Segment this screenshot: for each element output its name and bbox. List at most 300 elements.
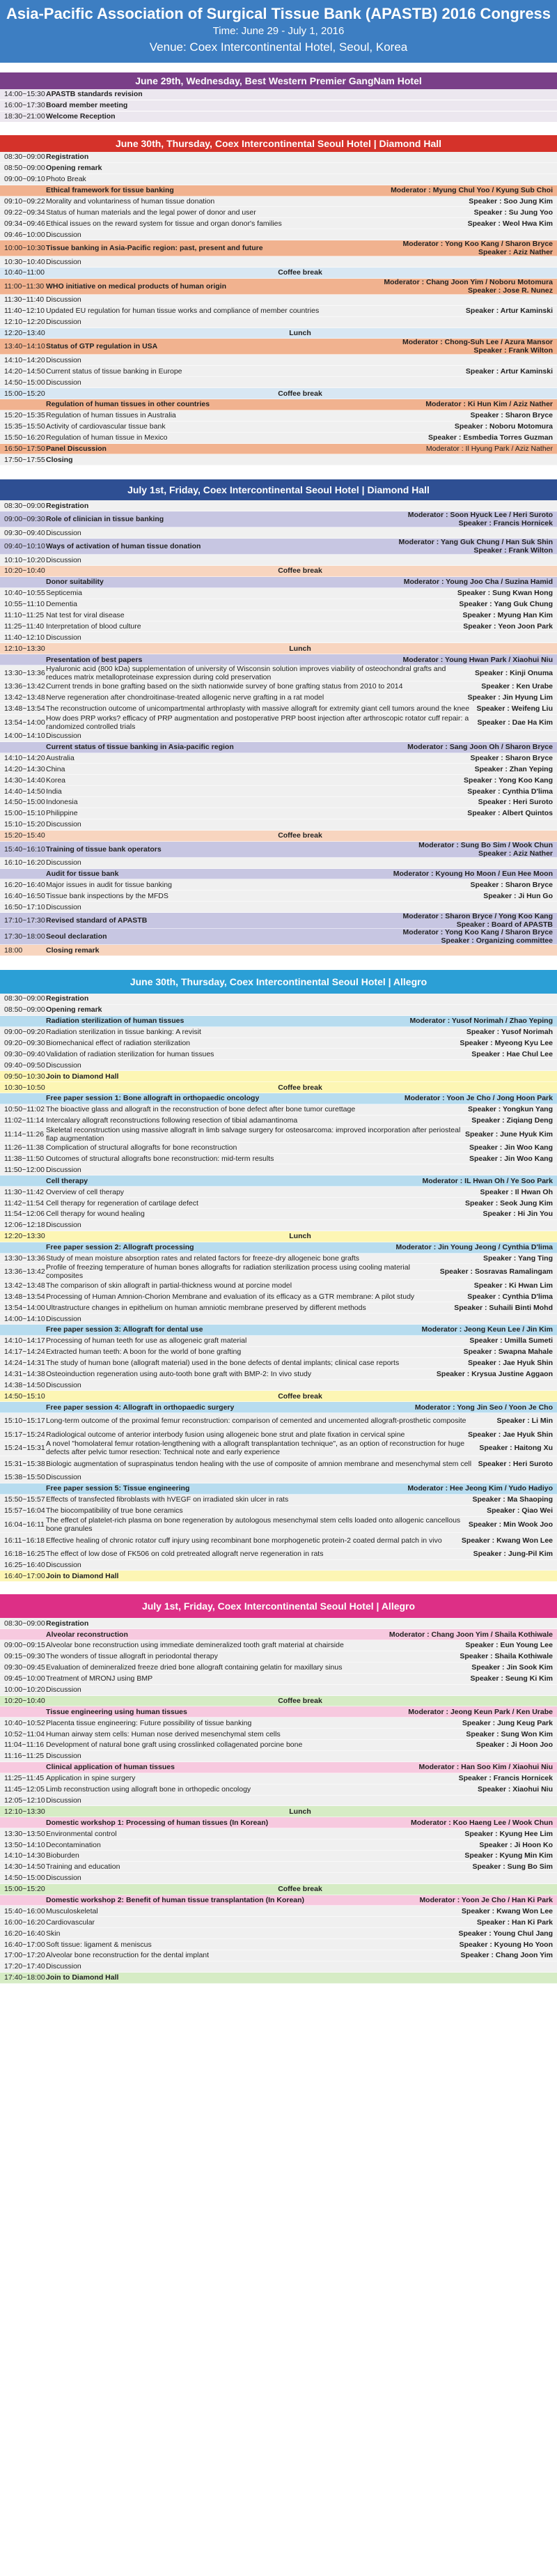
row-title: Discussion	[46, 295, 81, 304]
row-people	[472, 1862, 557, 1871]
speaker-line: Speaker : Jin Woo Kang	[469, 1143, 553, 1152]
row-people	[464, 1830, 557, 1838]
row-title: Placenta tissue engineering: Future possibility of tissue banking	[46, 1718, 252, 1727]
row-time: 10:00~10:30	[4, 244, 45, 253]
row-title: Coffee break	[278, 1391, 322, 1401]
moderator-line: Moderator : Yoon Je Cho / Jong Hoon Park	[404, 1094, 553, 1103]
row-time: 15:31~15:38	[4, 1460, 45, 1469]
row-time: 11:10~11:25	[4, 611, 45, 620]
moderator-line: Moderator : Chang Joon Yim / Shaila Kothiwale	[389, 1630, 553, 1639]
row-title: Discussion	[46, 1874, 81, 1883]
speaker-line: Speaker : Cynthia D'lima	[467, 1292, 553, 1301]
program-row	[0, 218, 557, 229]
row-title: Free paper session 3: Allograft for dental use	[46, 1325, 203, 1334]
row-title: Cardiovascular	[46, 1918, 95, 1927]
row-title: Audit for tissue bank	[46, 869, 119, 878]
row-title: Discussion	[46, 1061, 81, 1070]
program-row	[0, 1264, 557, 1280]
row-people	[409, 1017, 557, 1025]
session-row	[0, 511, 557, 527]
row-people	[460, 1941, 557, 1949]
program-row	[0, 152, 557, 163]
row-time: 16:18~16:25	[4, 1550, 45, 1559]
speaker-line: Speaker : Artur Kaminski	[465, 307, 553, 316]
moderator-line: Moderator : Sharon Bryce / Yong Koo Kang	[402, 913, 553, 921]
row-title: Complication of structural allografts for bone reconstruction	[46, 1143, 237, 1152]
row-title: Coffee break	[278, 389, 322, 398]
program-row	[0, 317, 557, 328]
row-time: 17:40~18:00	[4, 1973, 45, 1982]
row-title: Treatment of MRONJ using BMP	[46, 1674, 153, 1683]
program-row	[0, 1429, 557, 1440]
row-title: Skin	[46, 1929, 61, 1938]
speaker-line: Speaker : Yang Guk Chung	[459, 600, 553, 609]
row-people	[468, 1430, 557, 1439]
speaker-line: Speaker : Myeong Kyu Lee	[460, 1038, 553, 1047]
row-people	[407, 743, 557, 751]
speaker-line: Speaker : Su Jung Yoo	[473, 208, 553, 217]
row-title: Biomechanical effect of radiation sterilization	[46, 1038, 191, 1047]
row-time: 09:00~09:20	[4, 1028, 45, 1037]
program-row	[0, 1254, 557, 1265]
speaker-line: Speaker : Suhaili Binti Mohd	[454, 1303, 553, 1312]
row-title: Welcome Reception	[46, 112, 116, 121]
row-time: 11:00~11:30	[4, 281, 45, 291]
row-people	[468, 1105, 557, 1113]
session-row	[0, 240, 557, 256]
row-title: Registration	[46, 501, 89, 510]
row-time: 14:31~14:38	[4, 1370, 45, 1378]
row-people	[474, 208, 557, 217]
row-title: Radiation sterilization of human tissues	[46, 1017, 185, 1026]
moderator-line: Moderator : Yusof Norimah / Zhao Yeping	[409, 1017, 553, 1026]
program-row	[0, 1313, 557, 1325]
program-row	[0, 1640, 557, 1651]
row-people	[469, 1155, 557, 1163]
row-title: Regulation of human tissues in other countries	[46, 400, 210, 409]
row-title: Ultrastructure changes in epithelium on human amniotic membrane preserved by different methods	[46, 1303, 366, 1312]
row-title: Free paper session 4: Allograft in orthopaedic surgery	[46, 1403, 235, 1412]
row-time: 11:40~12:10	[4, 307, 45, 316]
program-row	[0, 681, 557, 693]
row-time: 16:25~16:40	[4, 1560, 45, 1569]
program-row	[0, 163, 557, 174]
row-people	[476, 1741, 557, 1749]
speaker-line: Speaker : Soo Jung Kim	[469, 196, 553, 206]
row-people	[478, 1460, 557, 1468]
row-title: Regulation of human tissue in Mexico	[46, 433, 168, 442]
program-row	[0, 444, 557, 455]
row-time: 11:30~11:40	[4, 295, 45, 304]
session-row	[0, 1629, 557, 1640]
program-row	[0, 1440, 557, 1456]
row-time: 17:30~18:00	[4, 932, 45, 941]
moderator-line: Moderator : Chong-Suh Lee / Azura Mansor	[402, 339, 553, 347]
row-title: Role of clinician in tissue banking	[46, 515, 164, 524]
program-row	[0, 1358, 557, 1369]
speaker-line: Speaker : Krysua Justine Aggaon	[436, 1370, 553, 1378]
row-time: 12:10~13:30	[4, 644, 45, 653]
row-time: 11:30~11:42	[4, 1187, 45, 1196]
row-title: Join to Diamond Hall	[46, 1571, 119, 1580]
row-title: Skeletal reconstruction using massive allograft in limb salvage surgery for osteosarcoma: improved incorporation after periosteal flap augmentation	[46, 1126, 461, 1143]
schedule-section	[0, 970, 557, 1582]
row-time: 13:30~13:36	[4, 669, 45, 678]
row-title: The comparison of skin allograft in partial-thickness wound at porcine model	[46, 1281, 292, 1290]
row-time: 15:38~15:50	[4, 1473, 45, 1482]
program-row	[0, 89, 557, 100]
speaker-line: Speaker : Sung Kwan Hong	[457, 589, 553, 598]
row-time: 09:00~09:15	[4, 1641, 45, 1650]
row-time: 14:10~14:17	[4, 1336, 45, 1345]
program-row	[0, 1560, 557, 1571]
row-title: Intercalary allograft reconstructions following resection of tibial adamantinoma	[46, 1116, 298, 1125]
row-title: Registration	[46, 1619, 89, 1628]
session-row	[0, 1483, 557, 1495]
program-row	[0, 1143, 557, 1154]
session-row	[0, 654, 557, 665]
row-people	[471, 1674, 557, 1683]
row-time: 12:05~12:10	[4, 1796, 45, 1805]
row-title: Training of tissue bank operators	[46, 844, 162, 854]
row-time: 12:06~12:18	[4, 1221, 45, 1230]
row-people	[458, 1929, 557, 1938]
row-time: 15:57~16:04	[4, 1506, 45, 1515]
section-gap	[0, 63, 557, 72]
row-time: 15:10~15:17	[4, 1417, 45, 1426]
moderator-line: Moderator : Yong Koo Kang / Sharon Bryce	[402, 240, 553, 249]
program-row	[0, 1973, 557, 1984]
program-row	[0, 555, 557, 566]
row-people	[395, 1243, 557, 1251]
speaker-line: Speaker : Yusof Norimah	[466, 1028, 553, 1037]
row-people	[471, 1050, 557, 1058]
schedule-section	[0, 479, 557, 956]
row-title: Registration	[46, 153, 89, 162]
moderator-line: Moderator : Yang Guk Chung / Han Suk Shin	[398, 539, 553, 547]
row-time: 17:50~17:55	[4, 455, 45, 464]
speaker-line: Speaker : Sharon Bryce	[470, 411, 553, 420]
row-time: 14:10~14:20	[4, 753, 45, 762]
row-title: Discussion	[46, 318, 81, 327]
session-row	[0, 1706, 557, 1718]
program-row	[0, 1209, 557, 1220]
speaker-line: Speaker : Organizing committee	[441, 936, 553, 946]
row-people	[469, 1336, 557, 1345]
program-row	[0, 1347, 557, 1358]
row-title: Korea	[46, 776, 66, 785]
row-people	[407, 1484, 557, 1493]
row-people	[468, 219, 557, 228]
speaker-line: Speaker : Sharon Bryce	[470, 880, 553, 889]
row-time: 14:50~15:10	[4, 1391, 45, 1401]
row-people	[462, 611, 557, 619]
row-people	[454, 1304, 557, 1312]
program-row	[0, 1495, 557, 1506]
row-people	[384, 279, 557, 295]
row-time: 12:20~13:40	[4, 328, 45, 337]
row-title: Ways of activation of human tissue donation	[46, 542, 201, 551]
break-row	[0, 268, 557, 279]
row-time: 13:48~13:54	[4, 704, 45, 714]
row-people	[393, 870, 557, 878]
row-people	[465, 1641, 557, 1649]
speaker-line: Speaker : Jin Sook Kim	[471, 1663, 553, 1672]
program-row	[0, 1685, 557, 1696]
row-people	[466, 1028, 557, 1036]
row-people	[402, 339, 557, 355]
program-row	[0, 1549, 557, 1560]
session-row	[0, 1093, 557, 1104]
speaker-line: Speaker : Qiao Wei	[487, 1506, 553, 1515]
row-title: Extracted human teeth: A boon for the world of bone grafting	[46, 1348, 242, 1357]
row-time: 17:00~17:20	[4, 1951, 45, 1960]
row-title: Biologic augmentation of supraspinatus tendon healing with the use of composite of amnion membrane and mesenchymal stem cell	[46, 1460, 472, 1469]
row-people	[471, 1116, 557, 1125]
break-row	[0, 388, 557, 399]
row-time: 14:50~15:00	[4, 378, 45, 387]
row-time: 14:10~14:20	[4, 355, 45, 364]
moderator-line: Moderator : Chang Joon Yim / Noboru Motomura	[384, 278, 553, 286]
speaker-line: Speaker : Yong Koo Kang	[464, 776, 553, 785]
program-row	[0, 229, 557, 240]
row-people	[464, 776, 557, 785]
row-title: Discussion	[46, 1221, 81, 1230]
row-time: 16:50~17:50	[4, 445, 45, 453]
row-people	[440, 1267, 557, 1276]
row-title: Discussion	[46, 820, 81, 829]
program-row	[0, 753, 557, 764]
row-title: Profile of freezing temperature of human bones allografts for radiation sterilization process using cooling material composites	[46, 1264, 410, 1281]
row-people	[457, 589, 557, 597]
row-time: 11:54~12:06	[4, 1210, 45, 1219]
row-people	[428, 433, 557, 442]
speaker-line: Speaker : Yeon Joon Park	[463, 622, 553, 631]
row-time: 09:40~10:10	[4, 542, 45, 551]
row-title: A novel "homolateral femur rotation-lengthening with a allograft transplantation technique", as an option of reconstruction for huge defects after pelvic tumor resection: Technical note and early experience	[46, 1440, 465, 1457]
row-title: How does PRP works? efficacy of PRP augmentation and postoperative PRP boost injection after arthroscopic rotator cuff repair: a randomized controlled trials	[46, 714, 469, 731]
row-people	[467, 809, 557, 817]
congress-time: Time: June 29 - July 1, 2016	[212, 25, 345, 37]
speaker-line: Speaker : Aziz Nather	[478, 849, 553, 858]
row-title: Indonesia	[46, 798, 78, 807]
row-time: 09:30~09:40	[4, 528, 45, 537]
speaker-line: Speaker : Weifeng Liu	[476, 704, 553, 714]
row-title: The reconstruction outcome of unicompartmental arthroplasty with massive allograft for extremity giant cell tumors around the knee	[46, 704, 470, 714]
row-time: 16:20~16:40	[4, 880, 45, 889]
row-title: Discussion	[46, 633, 81, 642]
program-row	[0, 1049, 557, 1060]
break-row	[0, 1231, 557, 1242]
row-time: 15:00~15:20	[4, 1885, 45, 1894]
row-people	[478, 798, 557, 806]
break-row	[0, 328, 557, 339]
row-time: 08:50~09:00	[4, 164, 45, 173]
row-title: Radiation sterilization in tissue banking: A revisit	[46, 1028, 201, 1037]
program-row	[0, 1773, 557, 1784]
session-row	[0, 539, 557, 555]
break-row	[0, 1082, 557, 1093]
row-people	[467, 787, 557, 796]
row-title: Alveolar bone reconstruction using immediate demineralized tooth graft material at chairside	[46, 1641, 344, 1650]
row-time: 10:20~10:40	[4, 566, 45, 576]
row-people	[418, 842, 557, 858]
row-title: Study of mean moisture absorption rates and related factors for freeze-dry allogeneic bone grafts	[46, 1254, 359, 1263]
moderator-line: Moderator : Jeong Keun Park / Ken Urabe	[408, 1707, 553, 1716]
speaker-line: Speaker : Jae Hyuk Shin	[468, 1359, 553, 1368]
row-time: 09:15~09:30	[4, 1652, 45, 1661]
row-time: 09:10~09:22	[4, 196, 45, 206]
row-title: Coffee break	[278, 268, 322, 277]
program-row	[0, 1751, 557, 1762]
row-time: 14:00~14:10	[4, 1314, 45, 1323]
row-title: Training and education	[46, 1862, 120, 1872]
program-row	[0, 994, 557, 1005]
row-title: Current status of tissue banking in Asia-pacific region	[46, 743, 234, 752]
speaker-line: Speaker : Ziqiang Deng	[471, 1116, 553, 1125]
row-time: 10:40~11:00	[4, 268, 45, 277]
program-row	[0, 256, 557, 268]
row-title: Discussion	[46, 257, 81, 266]
row-title: Validation of radiation sterilization for human tissues	[46, 1049, 214, 1058]
schedule-section	[0, 1594, 557, 1983]
row-title: Coffee break	[278, 566, 322, 576]
row-title: Opening remark	[46, 1005, 102, 1015]
program-row	[0, 1472, 557, 1483]
moderator-line: Moderator : Yong Koo Kang / Sharon Bryce	[402, 929, 553, 937]
row-time: 16:40~16:50	[4, 891, 45, 900]
section-title: June 30th, Thursday, Coex Intercontinental Seoul Hotel | Diamond Hall	[0, 135, 557, 152]
row-time: 18:30~21:00	[4, 112, 45, 121]
row-time: 09:40~09:50	[4, 1061, 45, 1070]
row-time: 14:10~14:30	[4, 1851, 45, 1860]
program-row	[0, 1651, 557, 1663]
session-row	[0, 1016, 557, 1027]
row-people	[462, 1536, 557, 1545]
row-title: Discussion	[46, 555, 81, 564]
row-people	[496, 1417, 557, 1425]
section-title: July 1st, Friday, Coex Intercontinental Seoul Hotel | Diamond Hall	[0, 479, 557, 500]
speaker-line: Speaker : Il Hwan Oh	[480, 1187, 553, 1196]
program-row	[0, 1187, 557, 1198]
row-title: The bioactive glass and allograft in the reconstruction of bone defect after bone tumor curettage	[46, 1105, 356, 1114]
break-row	[0, 945, 557, 956]
moderator-line: Moderator : Kyoung Ho Moon / Eun Hee Moon	[393, 869, 553, 878]
program-row	[0, 1005, 557, 1016]
row-time: 09:20~09:30	[4, 1038, 45, 1047]
speaker-line: Speaker : Kinji Onuma	[474, 669, 553, 678]
row-people	[415, 1403, 557, 1412]
row-title: Radiological outcome of anterior interbody fusion using allogeneic bone strut and plate fixation in cervical spine	[46, 1430, 405, 1439]
program-row	[0, 1280, 557, 1291]
speaker-line: Speaker : Chang Joon Yim	[460, 1951, 553, 1960]
row-title: Discussion	[46, 1796, 81, 1805]
speaker-line: Speaker : Kwang Won Lee	[461, 1536, 553, 1545]
row-title: Donor suitability	[46, 578, 104, 587]
program-row	[0, 1851, 557, 1862]
speaker-line: Speaker : Ken Urabe	[481, 682, 553, 691]
speaker-line: Speaker : Ma Shaoping	[472, 1495, 553, 1504]
speaker-line: Speaker : Eun Young Lee	[465, 1641, 553, 1650]
row-title: Updated EU regulation for human tissue works and compliance of member countries	[46, 307, 320, 316]
speaker-line: Speaker : Hi Jin You	[483, 1210, 553, 1219]
moderator-line: Moderator : Sung Bo Sim / Wook Chun	[418, 841, 553, 849]
program-row	[0, 306, 557, 317]
row-title: Major issues in audit for tissue banking	[46, 880, 172, 889]
row-title: Human airway stem cells: Human nose derived mesenchymal stem cells	[46, 1729, 281, 1738]
speaker-line: Speaker : Sung Won Kim	[466, 1729, 553, 1738]
row-time: 15:40~16:00	[4, 1906, 45, 1915]
schedule-section	[0, 135, 557, 465]
schedule-sections	[0, 63, 557, 1984]
row-time: 16:00~16:20	[4, 1918, 45, 1927]
speaker-line: Speaker : Weol Hwa Kim	[467, 219, 553, 228]
row-title: Osteoinduction regeneration using auto-tooth bone graft with BMP-2: In vivo study	[46, 1370, 312, 1378]
row-title: Dementia	[46, 600, 77, 609]
row-time: 14:30~14:50	[4, 1862, 45, 1872]
program-row	[0, 454, 557, 465]
row-people	[471, 754, 557, 762]
row-time: 17:10~17:30	[4, 916, 45, 925]
speaker-line: Speaker : Jung Keug Park	[462, 1718, 553, 1727]
row-time: 15:50~16:20	[4, 433, 45, 442]
moderator-line: Moderator : IL Hwan Oh / Ye Soo Park	[422, 1176, 553, 1185]
row-people	[403, 240, 557, 256]
row-title: Coffee break	[278, 1083, 322, 1092]
program-row	[0, 1154, 557, 1165]
row-people	[465, 1130, 557, 1139]
row-people	[475, 669, 557, 677]
session-row	[0, 742, 557, 753]
row-title: Photo Break	[46, 175, 86, 184]
speaker-line: Speaker : Noboru Motomura	[454, 422, 553, 431]
break-row	[0, 566, 557, 577]
row-title: Current status of tissue banking in Europe	[46, 367, 182, 376]
program-row	[0, 797, 557, 808]
program-row	[0, 366, 557, 377]
row-title: India	[46, 787, 62, 796]
row-people	[399, 539, 557, 555]
row-title: Coffee break	[278, 1696, 322, 1705]
row-title: Tissue bank inspections by the MFDS	[46, 891, 168, 900]
row-title: Interpretation of blood culture	[46, 622, 141, 631]
speaker-line: Speaker : Ki Hwan Lim	[473, 1281, 553, 1290]
program-row	[0, 1220, 557, 1231]
row-title: Processing of Human Amnion-Chorion Membrane and evaluation of its efficacy as a GTR membrane: A pilot study	[46, 1292, 415, 1301]
row-people	[423, 1177, 557, 1185]
row-title: Clinical application of human tissues	[46, 1763, 175, 1772]
row-time: 15:24~15:31	[4, 1444, 45, 1453]
moderator-line: Moderator : Koo Haeng Lee / Wook Chun	[411, 1818, 553, 1827]
row-people	[483, 1210, 557, 1218]
row-time: 13:30~13:36	[4, 1254, 45, 1263]
program-row	[0, 1456, 557, 1472]
moderator-line: Moderator : Hee Jeong Kim / Yudo Hadiyo	[407, 1484, 553, 1493]
program-row	[0, 1291, 557, 1302]
row-time: 16:40~17:00	[4, 1940, 45, 1949]
program-row	[0, 1380, 557, 1391]
row-time: 14:50~15:00	[4, 798, 45, 807]
program-row	[0, 422, 557, 433]
row-time: 16:04~16:11	[4, 1520, 45, 1529]
row-title: Current trends in bone grafting based on the sixth nationwide survey of bone grafting status from 2010 to 2014	[46, 682, 403, 691]
session-row	[0, 399, 557, 410]
section-title: July 1st, Friday, Coex Intercontinental Seoul Hotel | Allegro	[0, 1594, 557, 1618]
row-title: Board member meeting	[46, 101, 128, 110]
row-title: Soft tissue: ligament & meniscus	[46, 1940, 152, 1949]
row-time: 09:00~09:10	[4, 175, 45, 184]
row-title: Application in spine surgery	[46, 1774, 136, 1783]
